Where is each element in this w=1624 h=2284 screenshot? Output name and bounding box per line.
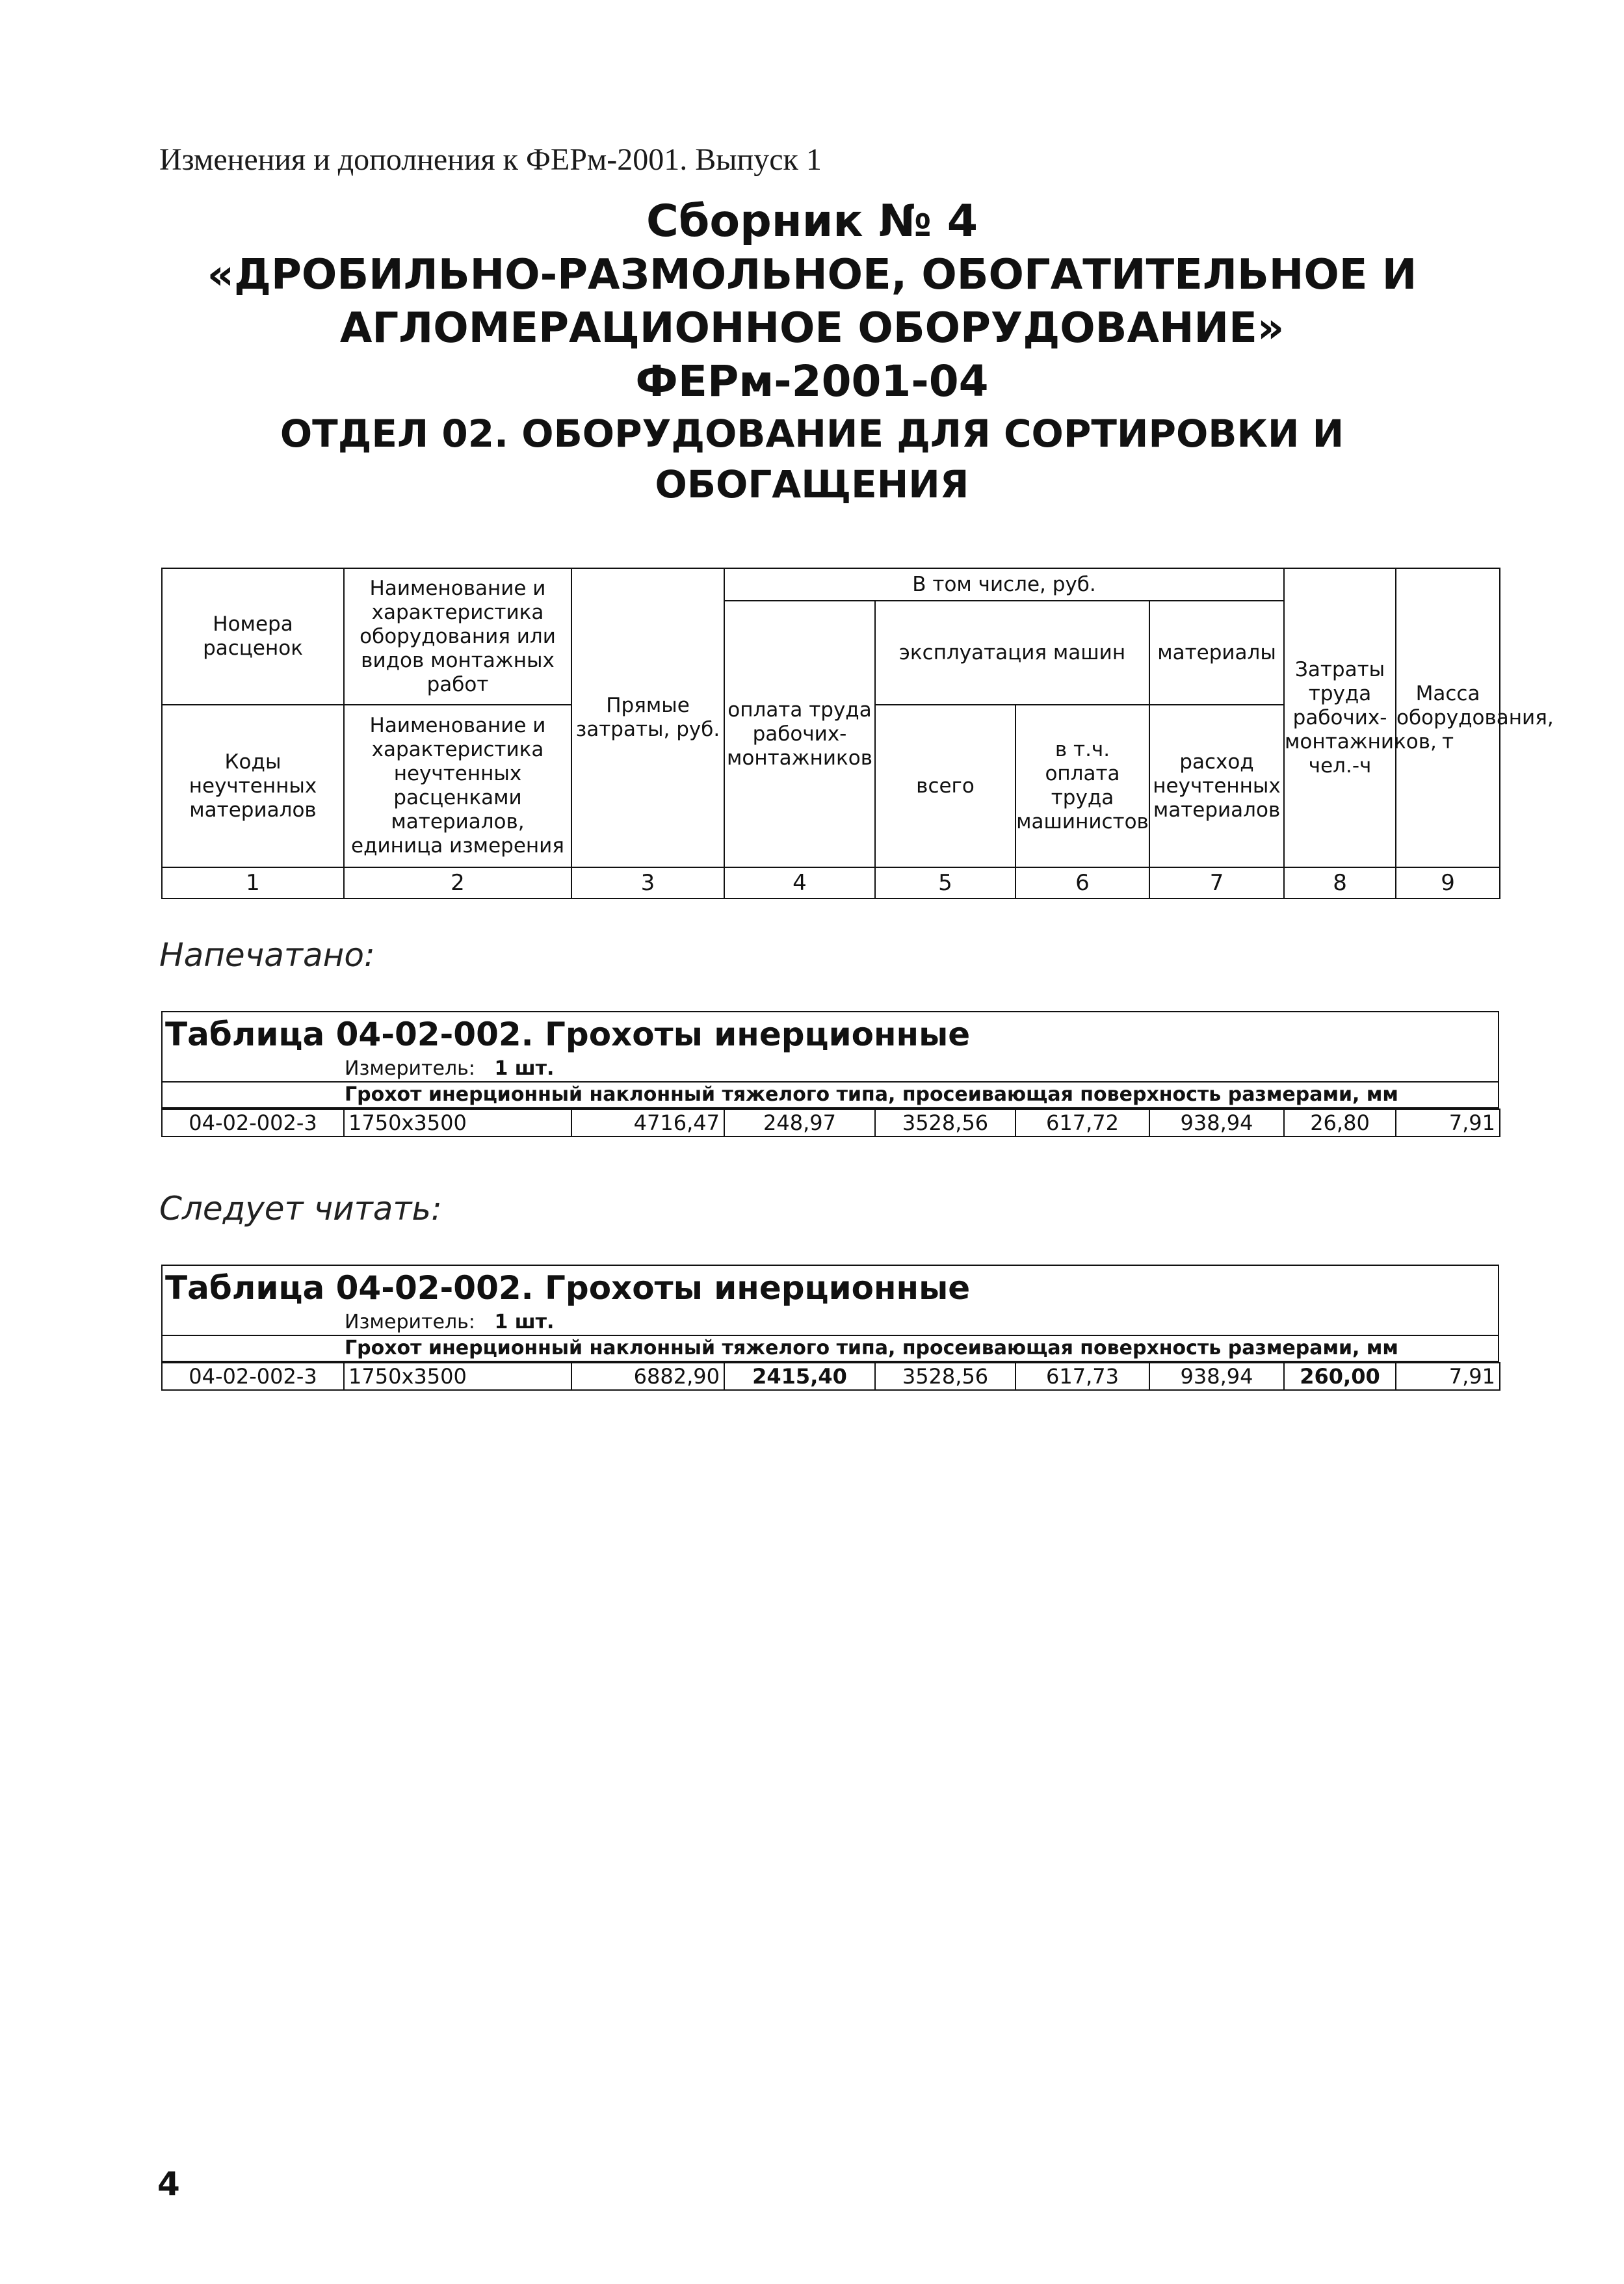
column-number: 9: [1396, 867, 1500, 899]
meter-label: Измеритель:: [345, 1311, 475, 1333]
printed-description: Грохот инерционный наклонный тяжелого типа, просеивающая поверхность размерами, мм: [163, 1081, 1498, 1107]
cell-direct-costs: 4716,47: [571, 1109, 724, 1136]
column-number: 7: [1149, 867, 1284, 899]
document-title: [0, 195, 1624, 510]
cell-materials: 938,94: [1149, 1363, 1284, 1390]
column-number: 5: [875, 867, 1015, 899]
column-number: 6: [1015, 867, 1149, 899]
cell-mass: 7,91: [1396, 1109, 1500, 1136]
title-collection: Сборник № 4: [646, 196, 978, 247]
cell-machinist-wages: 617,72: [1015, 1109, 1149, 1136]
cell-wages: 248,97: [724, 1109, 875, 1136]
cell-direct-costs: 6882,90: [571, 1363, 724, 1390]
title-name-line1: «ДРОБИЛЬНО-РАЗМОЛЬНОЕ, ОБОГАТИТЕЛЬНОЕ И: [207, 251, 1417, 299]
corrected-label: Следует читать:: [159, 1190, 442, 1227]
title-code: ФЕРм-2001-04: [635, 356, 989, 406]
meter-value: 1 шт.: [494, 1311, 555, 1333]
table-row: [162, 1109, 1500, 1136]
header-machines: эксплуатация машин: [875, 601, 1149, 705]
column-number: 8: [1284, 867, 1396, 899]
column-number: 2: [344, 867, 571, 899]
cell-materials: 938,94: [1149, 1109, 1284, 1136]
header-materials: материалы: [1149, 601, 1284, 705]
cell-machinist-wages: 617,73: [1015, 1363, 1149, 1390]
header-direct-costs: Прямые затраты, руб.: [571, 568, 724, 867]
cell-rate-code: 04-02-002-3: [162, 1363, 344, 1390]
running-head: Изменения и дополнения к ФЕРм-2001. Выпуск 1: [159, 142, 822, 177]
corrected-data-table: [161, 1362, 1500, 1391]
corrected-table-header: [161, 1265, 1499, 1362]
printed-label: Напечатано:: [159, 936, 375, 974]
title-section-line1: ОТДЕЛ 02. ОБОРУДОВАНИЕ ДЛЯ СОРТИРОВКИ И: [280, 412, 1344, 456]
meter-label: Измеритель:: [345, 1057, 475, 1080]
column-header-table: [161, 568, 1554, 899]
printed-data-table: [161, 1109, 1500, 1137]
column-number: 4: [724, 867, 875, 899]
title-name-line2: АГЛОМЕРАЦИОННОЕ ОБОРУДОВАНИЕ»: [339, 304, 1285, 352]
header-including: В том числе, руб.: [724, 568, 1284, 601]
corrected-description: Грохот инерционный наклонный тяжелого типа, просеивающая поверхность размерами, мм: [163, 1335, 1498, 1361]
column-number: 3: [571, 867, 724, 899]
meter-value: 1 шт.: [494, 1057, 555, 1080]
header-wages: оплата труда рабочих-монтажников: [724, 601, 875, 867]
header-material-names: Наименование и характеристика неучтенных расценками материалов, единица измерения: [344, 705, 571, 867]
cell-rate-code: 04-02-002-3: [162, 1109, 344, 1136]
cell-mass: 7,91: [1396, 1363, 1500, 1390]
cell-size: 1750x3500: [344, 1363, 571, 1390]
header-rate-numbers: Номера расценок: [162, 568, 344, 705]
corrected-table-title: Таблица 04-02-002. Грохоты инерционные: [165, 1269, 971, 1307]
page-number: 4: [157, 2165, 180, 2203]
header-material-consumption: расход неучтенных материалов: [1149, 705, 1284, 867]
title-section-line2: ОБОГАЩЕНИЯ: [655, 462, 969, 506]
column-number: 1: [162, 867, 344, 899]
header-machines-total: всего: [875, 705, 1015, 867]
printed-meter: [163, 1057, 1498, 1081]
header-material-codes: Коды неучтенных материалов: [162, 705, 344, 867]
cell-wages: 2415,40: [724, 1363, 875, 1390]
cell-size: 1750x3500: [344, 1109, 571, 1136]
printed-table-title: Таблица 04-02-002. Грохоты инерционные: [165, 1016, 971, 1053]
cell-machines-total: 3528,56: [875, 1109, 1015, 1136]
printed-table-header: [161, 1011, 1499, 1109]
cell-labor-hours: 26,80: [1284, 1109, 1396, 1136]
header-machinist-wages: в т.ч. оплата труда машинистов: [1015, 705, 1149, 867]
header-work-name: Наименование и характеристика оборудования или видов монтажных работ: [344, 568, 571, 705]
corrected-meter: [163, 1310, 1498, 1335]
cell-labor-hours: 260,00: [1284, 1363, 1396, 1390]
header-mass: Массa оборудования, т: [1396, 568, 1500, 867]
header-labor-hours: Затраты труда рабочих-монтажников, чел.-ч: [1284, 568, 1396, 867]
cell-machines-total: 3528,56: [875, 1363, 1015, 1390]
table-row: [162, 1363, 1500, 1390]
